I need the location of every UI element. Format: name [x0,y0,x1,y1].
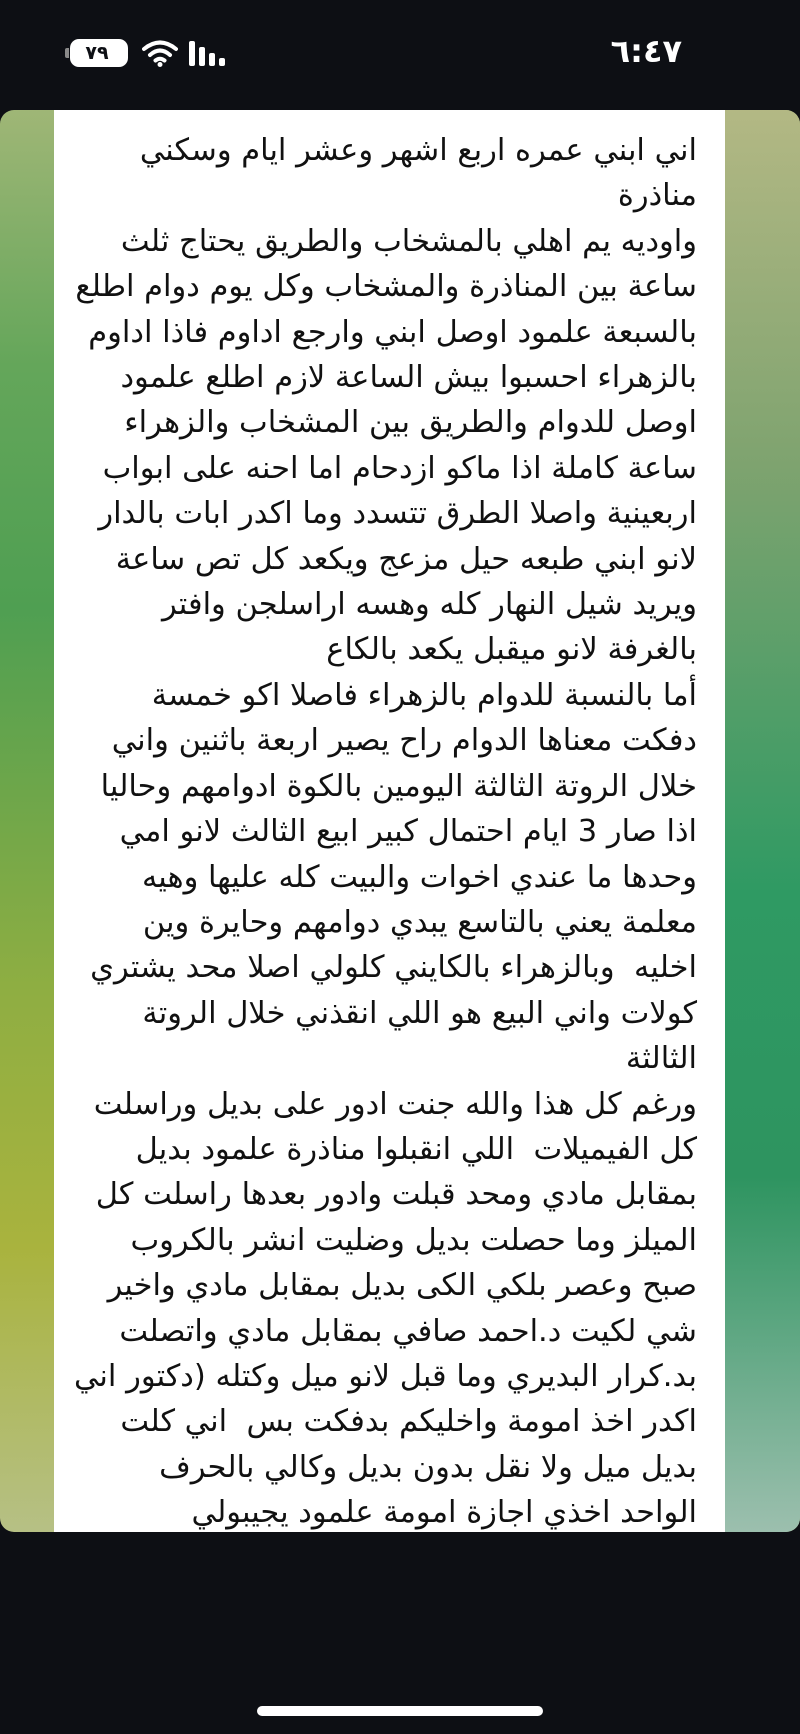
message-text: اني ابني عمره اربع اشهر وعشر ايام وسكني مناذرة واوديه يم اهلي بالمشخاب والطريق يحتاج ثلث ساعة بين المناذرة والمشخاب وكل يوم دوام اطلع بالسبعة علمود اوصل ابني وارجع اداوم فاذا اداوم بالزهراء احسبوا بيش الساعة لازم اطلع علمود اوصل للدوام والطريق بين المشخاب والزهراء ساعة كاملة اذا ماكو ازدحام اما احنه على ابواب اربعينية واصلا الطرق تتسدد وما اكدر ابات بالدار لانو ابني طبعه حيل مزعج ويكعد كل تص ساعة ويريد شيل النهار كله وهسه اراسلجن وافتر بالغرفة لانو ميقبل يكعد بالكاع أما بالنسبة للدوام بالزهراء فاصلا اكو خمسة دفكت معناها الدوام راح يصير اربعة باثنين واني خلال الروتة الثالثة اليومين بالكوة ادوامهم وحاليا اذا صار 3 ايام احتمال كبير ابيع الثالث لانو امي وحدها ما عندي اخوات والبيت كله عليها وهيه معلمة يعني بالتاسع يبدي دوامهم وحايرة وين اخليه وبالزهراء بالكايني كلولي اصلا محد يشتري كولات واني البيع هو اللي انقذني خلال الروتة الثالثة ورغم كل هذا والله جنت ادور على بديل وراسلت كل الفيميلات اللي انقبلوا مناذرة علمود بديل بمقابل مادي ومحد قبلت وادور بعدها راسلت كل الميلز وما حصلت بديل وضليت انشر بالكروب صبح وعصر بلكي الكى بديل بمقابل مادي واخير شي لكيت د.احمد صافي بمقابل مادي واتصلت بد.كرار البديري وما قبل لانو ميل وكتله (دكتور اني اكدر اخذ امومة واخليكم بدفكت بس اني كلت بديل ميل ولا نقل بدون بديل وكالي بالحرف الواحد اخذي اجازة امومة علمود يجيبولي [74,133,697,1531]
cellular-signal-icon [188,39,232,67]
card-background-tint [720,110,800,1532]
status-time: ٦:٤٧ [610,32,682,70]
battery-level: ٧٩ [85,42,109,64]
message-card [0,110,800,1532]
battery-cap [65,48,69,58]
status-icons [70,38,232,68]
text-panel [54,110,725,1532]
home-indicator[interactable] [257,1706,543,1716]
wifi-icon [142,39,178,67]
battery-icon [70,39,128,67]
status-bar [0,0,800,100]
